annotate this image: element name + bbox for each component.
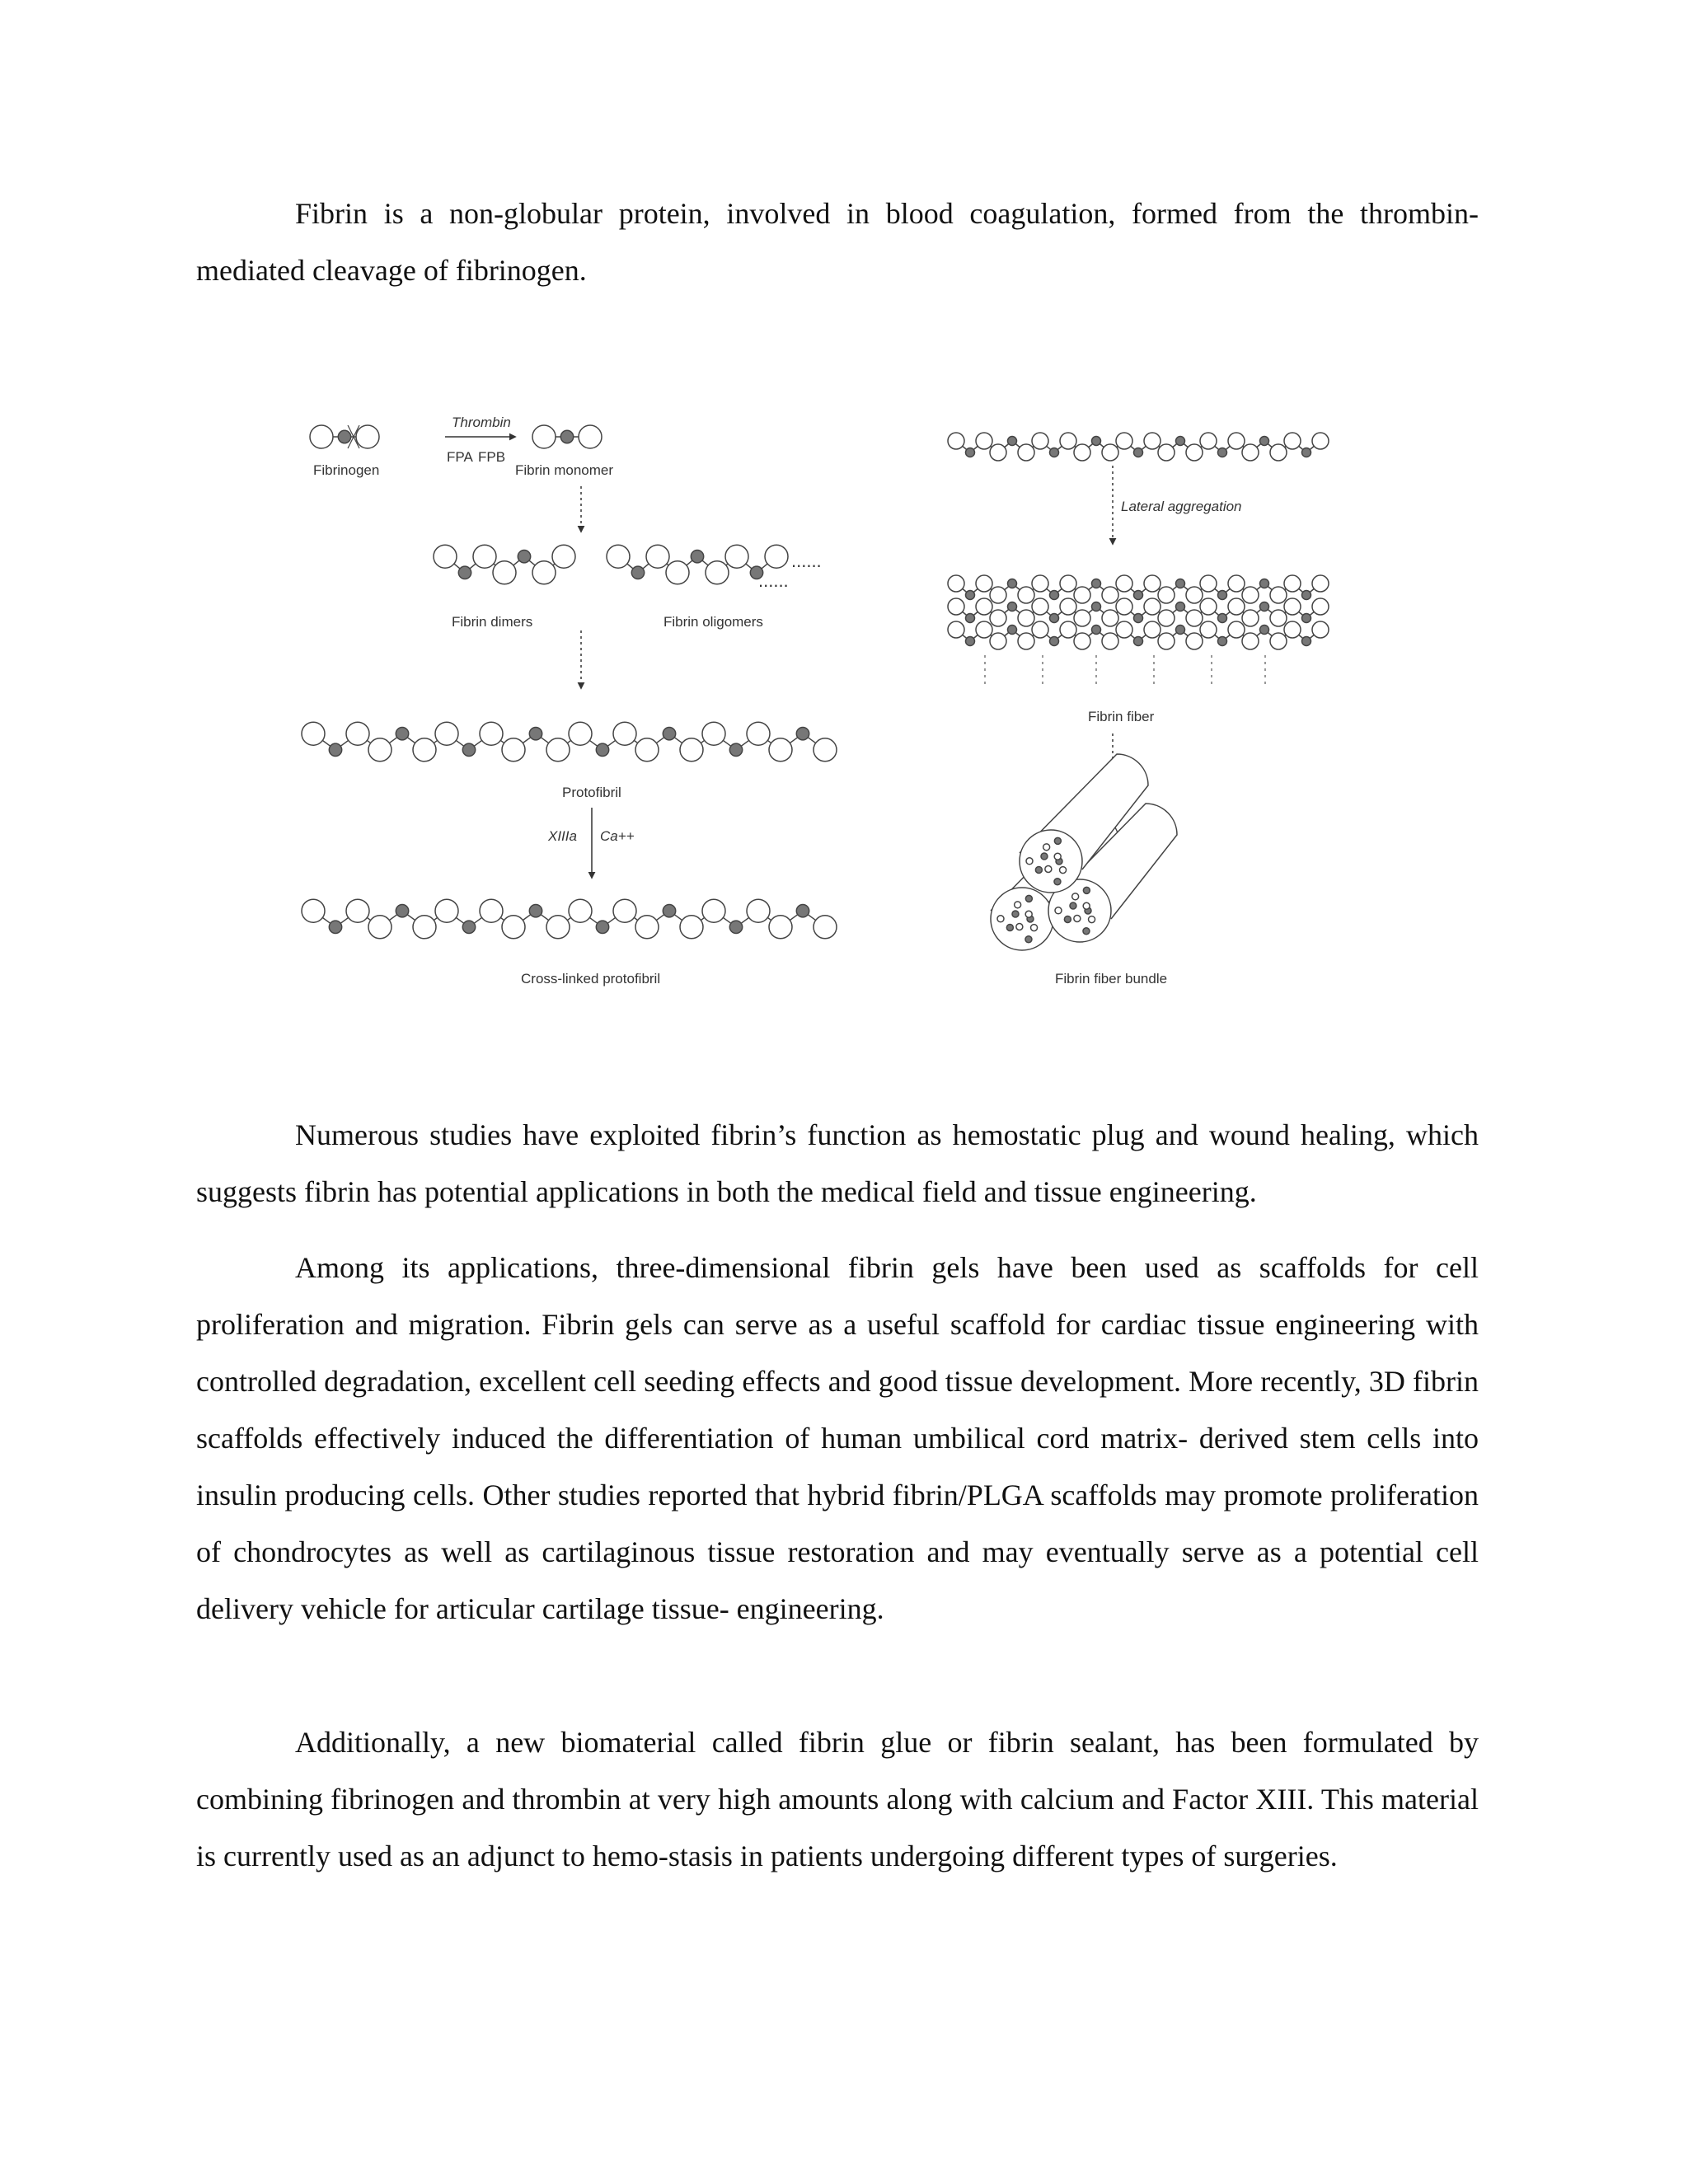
protofibril-molecule <box>302 722 837 762</box>
d-domain-node <box>1025 895 1032 902</box>
e-domain-node <box>1144 621 1160 638</box>
e-domain-node <box>1284 433 1301 449</box>
e-domain-node <box>1054 853 1061 860</box>
e-domain-node <box>1242 587 1259 603</box>
e-domain-node <box>646 545 669 568</box>
e-domain-node <box>1018 610 1034 626</box>
e-domain-node <box>635 916 659 939</box>
d-domain-node <box>1008 602 1017 612</box>
e-domain-node <box>1116 598 1132 615</box>
d-domain-node <box>338 430 350 443</box>
d-domain-node <box>1176 602 1185 612</box>
e-domain-node <box>702 722 725 745</box>
d-domain-node <box>691 551 703 563</box>
d-domain-node <box>1260 602 1269 612</box>
d-domain-node <box>1008 437 1017 446</box>
e-domain-node <box>346 899 369 922</box>
e-domain-node <box>1102 587 1118 603</box>
e-domain-node <box>1102 444 1118 461</box>
d-domain-node <box>966 637 975 646</box>
aggregated-protofibrils <box>948 575 1329 649</box>
e-domain-node <box>434 545 457 568</box>
e-domain-node <box>532 561 556 584</box>
d-domain-node <box>1218 448 1227 457</box>
d-domain-node <box>966 614 975 623</box>
d-domain-node <box>1025 936 1032 943</box>
e-domain-node <box>1186 633 1203 649</box>
fibrin-monomer-molecule <box>532 425 602 448</box>
d-domain-node <box>1302 591 1311 600</box>
e-domain-node <box>1018 444 1034 461</box>
e-domain-node <box>680 916 703 939</box>
e-domain-node <box>302 722 325 745</box>
e-domain-node <box>532 425 556 448</box>
e-domain-node <box>769 738 792 762</box>
d-domain-node <box>1012 911 1019 917</box>
e-domain-node <box>1055 907 1062 914</box>
e-domain-node <box>680 738 703 762</box>
d-domain-node <box>1302 448 1311 457</box>
e-domain-node <box>1200 621 1217 638</box>
e-domain-node <box>1072 893 1079 900</box>
d-domain-node <box>1092 437 1101 446</box>
protofibril-strand <box>948 433 1329 461</box>
e-domain-node <box>546 738 570 762</box>
e-domain-node <box>1186 610 1203 626</box>
d-domain-node <box>966 448 975 457</box>
d-domain-node <box>1260 626 1269 635</box>
e-domain-node <box>1032 433 1048 449</box>
d-domain-node <box>1134 591 1143 600</box>
e-domain-node <box>1158 444 1175 461</box>
e-domain-node <box>814 738 837 762</box>
e-domain-node <box>976 598 992 615</box>
e-domain-node <box>1186 444 1203 461</box>
d-domain-node <box>1054 837 1061 844</box>
e-domain-node <box>976 433 992 449</box>
e-domain-node <box>1312 575 1329 592</box>
e-domain-node <box>765 545 788 568</box>
e-domain-node <box>1284 575 1301 592</box>
e-domain-node <box>1031 925 1038 931</box>
e-domain-node <box>1060 433 1076 449</box>
label-fibrin-oligomers: Fibrin oligomers <box>663 614 763 630</box>
e-domain-node <box>1270 444 1287 461</box>
e-domain-node <box>1144 598 1160 615</box>
d-domain-node <box>1176 579 1185 588</box>
d-domain-node <box>329 743 341 756</box>
e-domain-node <box>435 722 458 745</box>
label-fibrin-dimers: Fibrin dimers <box>452 614 533 630</box>
e-domain-node <box>552 545 575 568</box>
label-fpa: FPA <box>447 449 473 465</box>
d-domain-node <box>1050 637 1059 646</box>
paragraph-applications: Among its applications, three-dimensional fibrin gels have been used as scaffolds for cell proliferation and migration. Fibrin gels can serve as a useful scaffold for cardiac tissue engineering with controlled degradation, excellent cell seeding effects and good tissue development. More recently, 3D fibrin scaffolds effectively induced the differentiation of human umbilical cord matrix- derived stem cells into insulin producing cells. Other studies reported that hybrid fibrin/PLGA scaffolds may promote proliferation of chondrocytes as well as cartilaginous tissue restoration and may eventually serve as a potential cell delivery vehicle for articular cartilage tissue- engineering. <box>196 1251 1479 1625</box>
d-domain-node <box>1050 448 1059 457</box>
d-domain-node <box>596 921 608 933</box>
fibrin-dimers-molecule <box>434 545 575 584</box>
e-domain-node <box>493 561 516 584</box>
d-domain-node <box>729 921 742 933</box>
d-domain-node <box>1035 866 1042 873</box>
e-domain-node <box>1074 610 1090 626</box>
e-domain-node <box>976 621 992 638</box>
e-domain-node <box>613 722 636 745</box>
d-domain-node <box>1260 579 1269 588</box>
d-domain-node <box>1260 437 1269 446</box>
d-domain-node <box>1134 637 1143 646</box>
d-domain-node <box>1064 916 1071 922</box>
fibrin-fiber-bundle-drawing <box>991 754 1177 950</box>
e-domain-node <box>769 916 792 939</box>
label-fibrin-monomer: Fibrin monomer <box>515 462 614 478</box>
d-domain-node <box>462 743 475 756</box>
e-domain-node <box>666 561 689 584</box>
e-domain-node <box>1043 844 1050 851</box>
paragraph-studies: Numerous studies have exploited fibrin’s function as hemostatic plug and wound healing, which suggests fibrin has potential applications in both the medical field and tissue engineering. <box>196 1118 1479 1208</box>
continuation-dots: ...... <box>791 551 822 571</box>
e-domain-node <box>569 899 592 922</box>
e-domain-node <box>1200 598 1217 615</box>
e-domain-node <box>1158 587 1175 603</box>
d-domain-node <box>396 905 408 917</box>
e-domain-node <box>579 425 602 448</box>
e-domain-node <box>413 738 436 762</box>
d-domain-node <box>1134 614 1143 623</box>
e-domain-node <box>1018 633 1034 649</box>
e-domain-node <box>1228 598 1245 615</box>
e-domain-node <box>1270 633 1287 649</box>
e-domain-node <box>1284 621 1301 638</box>
e-domain-node <box>1200 575 1217 592</box>
label-fpb: FPB <box>478 449 506 465</box>
e-domain-node <box>1083 902 1090 909</box>
label-fibrinogen: Fibrinogen <box>313 462 380 478</box>
e-domain-node <box>1158 633 1175 649</box>
d-domain-node <box>1218 614 1227 623</box>
e-domain-node <box>725 545 748 568</box>
d-domain-node <box>1083 928 1090 935</box>
d-domain-node <box>518 551 530 563</box>
d-domain-node <box>663 728 675 740</box>
e-domain-node <box>1242 610 1259 626</box>
label-ca: Ca++ <box>600 828 635 844</box>
label-lateral-aggregation: Lateral aggregation <box>1121 499 1242 514</box>
e-domain-node <box>1074 633 1090 649</box>
d-domain-node <box>796 728 809 740</box>
e-domain-node <box>1045 865 1052 872</box>
e-domain-node <box>1074 915 1081 921</box>
e-domain-node <box>1270 587 1287 603</box>
d-domain-node <box>1041 853 1048 860</box>
e-domain-node <box>502 738 525 762</box>
e-domain-node <box>1074 444 1090 461</box>
e-domain-node <box>1102 610 1118 626</box>
d-domain-node <box>1070 902 1076 909</box>
label-cross-linked-protofibril: Cross-linked protofibril <box>521 971 661 987</box>
e-domain-node <box>607 545 630 568</box>
e-domain-node <box>635 738 659 762</box>
d-domain-node <box>560 430 573 443</box>
e-domain-node <box>1018 587 1034 603</box>
e-domain-node <box>346 722 369 745</box>
e-domain-node <box>1312 621 1329 638</box>
e-domain-node <box>1144 575 1160 592</box>
e-domain-node <box>702 899 725 922</box>
e-domain-node <box>480 722 503 745</box>
e-domain-node <box>706 561 729 584</box>
d-domain-node <box>458 566 471 579</box>
e-domain-node <box>997 916 1004 922</box>
d-domain-node <box>1218 637 1227 646</box>
e-domain-node <box>473 545 496 568</box>
e-domain-node <box>1284 598 1301 615</box>
paragraph-fibrin-glue: Additionally, a new biomaterial called fibrin glue or fibrin sealant, has been formulated by combining fibrinogen and thrombin at very high amounts along with calcium and Factor XIII. This material is currently used as an adjunct to hemo-stasis in patients undergoing different types of surgeries. <box>196 1726 1479 1872</box>
continuation-dots: ...... <box>758 570 789 591</box>
d-domain-node <box>1006 924 1013 930</box>
e-domain-node <box>1026 858 1033 865</box>
label-thrombin: Thrombin <box>452 415 511 430</box>
e-domain-node <box>747 722 770 745</box>
e-domain-node <box>302 899 325 922</box>
e-domain-node <box>1060 867 1067 874</box>
fibrinogen-molecule <box>310 425 379 448</box>
e-domain-node <box>1060 598 1076 615</box>
e-domain-node <box>1158 610 1175 626</box>
d-domain-node <box>1092 602 1101 612</box>
e-domain-node <box>1186 587 1203 603</box>
e-domain-node <box>1025 911 1032 917</box>
e-domain-node <box>948 621 964 638</box>
fibrin-oligomers-molecule <box>607 545 822 591</box>
e-domain-node <box>1016 923 1023 930</box>
e-domain-node <box>569 722 592 745</box>
e-domain-node <box>990 610 1006 626</box>
e-domain-node <box>1032 621 1048 638</box>
label-fibrin-fiber-bundle: Fibrin fiber bundle <box>1055 971 1168 987</box>
e-domain-node <box>948 598 964 615</box>
e-domain-node <box>1144 433 1160 449</box>
d-domain-node <box>462 921 475 933</box>
d-domain-node <box>529 728 542 740</box>
e-domain-node <box>976 575 992 592</box>
e-domain-node <box>990 587 1006 603</box>
d-domain-node <box>1302 614 1311 623</box>
e-domain-node <box>1015 902 1021 908</box>
e-domain-node <box>1060 575 1076 592</box>
paragraph-intro: Fibrin is a non-globular protein, involved in blood coagulation, formed from the thrombin-mediated cleavage of fibrinogen. <box>196 197 1479 287</box>
d-domain-node <box>1092 579 1101 588</box>
e-domain-node <box>1116 433 1132 449</box>
e-domain-node <box>1242 444 1259 461</box>
d-domain-node <box>329 921 341 933</box>
d-domain-node <box>1176 437 1185 446</box>
e-domain-node <box>356 425 379 448</box>
d-domain-node <box>796 905 809 917</box>
d-domain-node <box>1054 879 1061 885</box>
fibrin-polymerization-figure <box>297 404 1360 1005</box>
d-domain-node <box>1176 626 1185 635</box>
d-domain-node <box>1050 614 1059 623</box>
e-domain-node <box>1228 433 1245 449</box>
d-domain-node <box>631 566 644 579</box>
d-domain-node <box>1008 579 1017 588</box>
e-domain-node <box>1116 621 1132 638</box>
e-domain-node <box>546 916 570 939</box>
e-domain-node <box>747 899 770 922</box>
e-domain-node <box>814 916 837 939</box>
e-domain-node <box>1032 575 1048 592</box>
e-domain-node <box>310 425 333 448</box>
e-domain-node <box>1032 598 1048 615</box>
d-domain-node <box>396 728 408 740</box>
e-domain-node <box>1312 598 1329 615</box>
e-domain-node <box>1228 575 1245 592</box>
e-domain-node <box>1060 621 1076 638</box>
d-domain-node <box>1302 637 1311 646</box>
e-domain-node <box>368 916 392 939</box>
e-domain-node <box>613 899 636 922</box>
e-domain-node <box>1089 916 1095 923</box>
cross-linked-protofibril-molecule <box>302 899 837 939</box>
aggregation-ticks <box>985 655 1265 688</box>
e-domain-node <box>1270 610 1287 626</box>
d-domain-node <box>596 743 608 756</box>
label-fibrin-fiber: Fibrin fiber <box>1088 709 1155 724</box>
d-domain-node <box>729 743 742 756</box>
e-domain-node <box>1102 633 1118 649</box>
e-domain-node <box>1242 633 1259 649</box>
label-xiiia: XIIIa <box>548 828 577 844</box>
e-domain-node <box>948 575 964 592</box>
e-domain-node <box>1200 433 1217 449</box>
d-domain-node <box>966 591 975 600</box>
d-domain-node <box>1134 448 1143 457</box>
e-domain-node <box>502 916 525 939</box>
d-domain-node <box>1083 887 1090 893</box>
e-domain-node <box>435 899 458 922</box>
e-domain-node <box>948 433 964 449</box>
label-protofibril: Protofibril <box>562 785 621 800</box>
d-domain-node <box>1218 591 1227 600</box>
e-domain-node <box>1312 433 1329 449</box>
e-domain-node <box>368 738 392 762</box>
e-domain-node <box>1228 621 1245 638</box>
e-domain-node <box>413 916 436 939</box>
d-domain-node <box>1092 626 1101 635</box>
e-domain-node <box>1116 575 1132 592</box>
d-domain-node <box>529 905 542 917</box>
e-domain-node <box>990 444 1006 461</box>
e-domain-node <box>990 633 1006 649</box>
d-domain-node <box>1050 591 1059 600</box>
e-domain-node <box>1074 587 1090 603</box>
d-domain-node <box>1008 626 1017 635</box>
d-domain-node <box>663 905 675 917</box>
e-domain-node <box>480 899 503 922</box>
